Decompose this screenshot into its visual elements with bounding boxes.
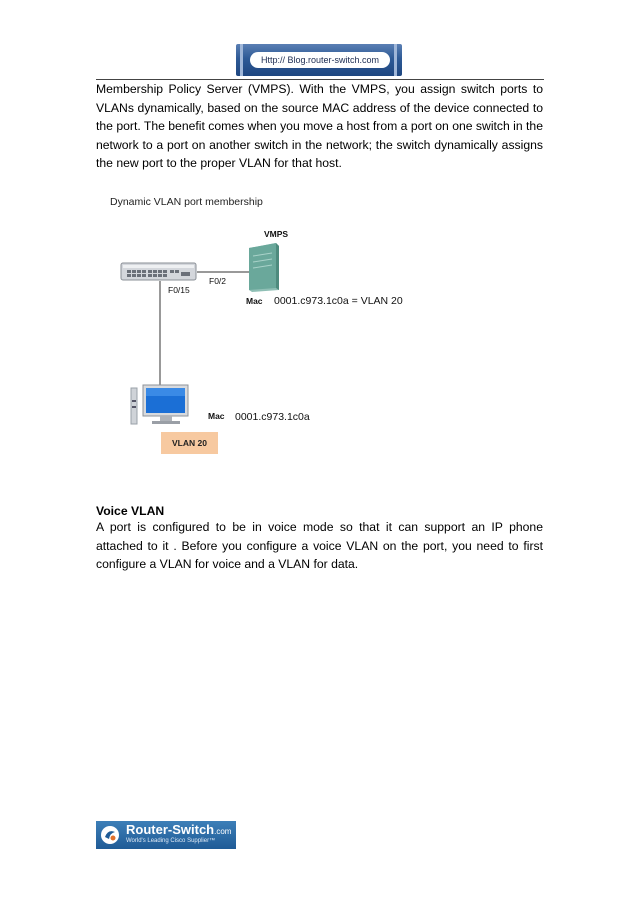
banner-url-text: Http:// Blog.router-switch.com [250, 52, 390, 68]
footer-logo [96, 821, 236, 849]
header-banner [236, 44, 402, 76]
server-icon [249, 243, 279, 292]
host-pc-icon [131, 385, 188, 424]
server-label: VMPS [264, 229, 289, 239]
vlan-tag: VLAN 20 [161, 432, 218, 454]
port-label-f0-2: F0/2 [209, 276, 227, 286]
intro-paragraph: Membership Policy Server (VMPS). With the VMPS, you assign switch ports to VLANs dynamically, based on the source MAC address of the device connected to the port. The benefit comes when you move a host from a port on one switch in the network to a port on another switch in the network; the switch dynamically assigns the new port to the proper VLAN for that host. [96, 82, 543, 170]
diagram-title: Dynamic VLAN port membership [110, 196, 263, 208]
footer-brand: Router-Switch.com [126, 822, 232, 837]
router-switch-logo-icon [100, 825, 120, 845]
server-mac-label: Mac [246, 296, 263, 306]
port-label-f0-15: F0/15 [168, 285, 190, 295]
footer-slogan: World's Leading Cisco Supplier™ [126, 838, 216, 844]
host-mac-label: Mac [208, 411, 225, 421]
server-mac-mapping: 0001.c973.1c0a = VLAN 20 [274, 295, 403, 307]
voice-vlan-heading: Voice VLAN [96, 504, 165, 518]
banner-decoration [240, 44, 243, 76]
host-mac-address: 0001.c973.1c0a [235, 411, 310, 423]
switch-icon [121, 263, 196, 280]
voice-vlan-paragraph: A port is configured to be in voice mode so that it can support an IP phone attached to it . Before you configure a voice VLAN on the port, you need to first configure a VLAN for voice and a VLAN for data. [96, 520, 543, 571]
banner-decoration [394, 44, 397, 76]
